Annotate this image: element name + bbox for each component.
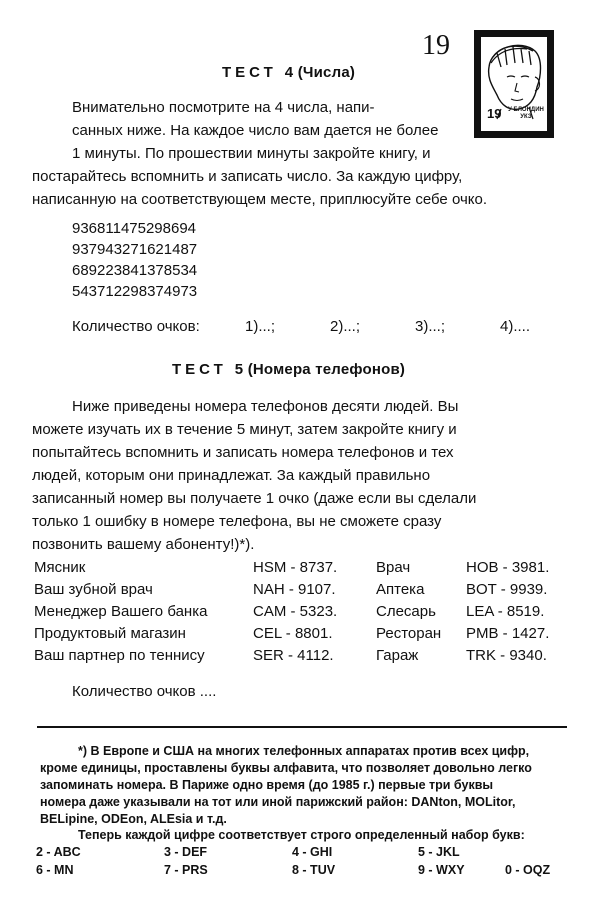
- contact-phone: LEA - 8519.: [466, 603, 545, 620]
- contact-name: Слесарь: [376, 603, 436, 620]
- score-slot-3: 3)...;: [415, 318, 446, 335]
- letter-map-item: 7 - PRS: [164, 863, 208, 877]
- contact-name: Аптека: [376, 581, 425, 598]
- contact-phone: BOT - 9939.: [466, 581, 548, 598]
- contact-name: Продуктовый магазин: [34, 625, 186, 642]
- contact-phone: CAM - 5323.: [253, 603, 338, 620]
- contact-name: Ваш партнер по теннису: [34, 647, 205, 664]
- footnote-line: кроме единицы, проставлены буквы алфавита, что позволяет довольно легко: [40, 761, 532, 775]
- number-line: 937943271621487: [72, 241, 198, 258]
- test4-numbers: [72, 218, 197, 302]
- contact-name: Ваш зубной врач: [34, 581, 153, 598]
- test5-line: людей, которым они принадлежат. За каждый правильно: [32, 467, 431, 484]
- contact-name: Менеджер Вашего банка: [34, 603, 208, 620]
- contact-phone: SER - 4112.: [253, 647, 334, 664]
- phone-table: [0, 557, 600, 672]
- footnote-line: BELipine, ODEon, ALEsia и т.д.: [40, 812, 227, 826]
- letter-map-item: 2 - ABC: [36, 845, 81, 859]
- letter-map-item: 9 - WXY: [418, 863, 465, 877]
- contact-phone: PMB - 1427.: [466, 625, 550, 642]
- test4-score: [72, 318, 200, 335]
- test5-line: Ниже приведены номера телефонов десяти людей. Вы: [72, 398, 459, 415]
- letter-map-item: 4 - GHI: [292, 845, 333, 859]
- footnote-line: запоминать номера. В Париже одно время (до 1985 г.) первые три буквы: [40, 778, 494, 792]
- test5-line: позвонить вашему абоненту!)*).: [32, 536, 255, 553]
- letter-map-item: 8 - TUV: [292, 863, 336, 877]
- score-slot-2: 2)...;: [330, 318, 361, 335]
- contact-name: Мясник: [34, 559, 86, 576]
- test4-line: 1 минуты. По прошествии минуты закройте книгу, и: [72, 145, 431, 162]
- stamp-value: 19: [487, 106, 502, 121]
- contact-phone: HSM - 8737.: [253, 559, 338, 576]
- test4-paragraph: [72, 96, 454, 165]
- test5-line: можете изучать их в течение 5 минут, затем закройте книгу и: [32, 421, 457, 438]
- score-slot-4: 4)....: [500, 318, 531, 335]
- letter-mapping: [0, 845, 600, 885]
- footnote-line: *) В Европе и США на многих телефонных аппаратах против всех цифр,: [78, 744, 530, 758]
- test5-heading: ТЕСТ 5 (Номера телефонов): [172, 361, 406, 378]
- stamp-illustration: [474, 30, 554, 138]
- letter-map-item: 3 - DEF: [164, 845, 208, 859]
- footnote-intro: Теперь каждой цифре соответствует строго определенный набор букв:: [78, 828, 525, 842]
- page-number: 19: [422, 30, 450, 61]
- letter-map-item: 5 - JKL: [418, 845, 460, 859]
- score-slot-1: 1)...;: [245, 318, 276, 335]
- stamp-caption: У БЛОНДИН УКЗ: [508, 107, 544, 120]
- contact-phone: HOB - 3981.: [466, 559, 550, 576]
- footnote-line: номера даже указывали на тот или иной парижский район: DANton, MOLitor,: [40, 795, 516, 809]
- test4-line: санных ниже. На каждое число вам дается не более: [72, 122, 439, 139]
- number-line: 689223841378534: [72, 262, 198, 279]
- test4-line: постарайтесь вспомнить и записать число. За каждую цифру,: [32, 168, 463, 185]
- test4-paragraph-cont: [32, 165, 568, 211]
- contact-name: Ресторан: [376, 625, 442, 642]
- test5-line: только 1 ошибку в номере телефона, вы не сможете сразу: [32, 513, 442, 530]
- test5-score: Количество очков ....: [72, 683, 217, 700]
- test4-heading: ТЕСТ 4 (Числа): [222, 64, 356, 81]
- number-line: 543712298374973: [72, 283, 198, 300]
- test4-line: написанную на соответствующем месте, приплюсуйте себе очко.: [32, 191, 488, 208]
- test5-line: попытайтесь вспомнить и записать номера телефонов и тех: [32, 444, 454, 461]
- number-line: 936811475298694: [72, 220, 197, 237]
- test5-line: записанный номер вы получаете 1 очко (даже если вы сделали: [32, 490, 477, 507]
- footnote: [40, 743, 570, 828]
- contact-name: Гараж: [376, 647, 419, 664]
- footnote-divider: [37, 726, 567, 728]
- letter-map-item: 6 - MN: [36, 863, 74, 877]
- score-label: Количество очков:: [72, 318, 200, 335]
- letter-map-item: 0 - OQZ: [505, 863, 551, 877]
- test5-paragraph: [32, 395, 568, 556]
- contact-phone: NAH - 9107.: [253, 581, 336, 598]
- contact-phone: CEL - 8801.: [253, 625, 333, 642]
- contact-phone: TRK - 9340.: [466, 647, 547, 664]
- contact-name: Врач: [376, 559, 411, 576]
- test4-line: Внимательно посмотрите на 4 числа, напи-: [72, 99, 375, 116]
